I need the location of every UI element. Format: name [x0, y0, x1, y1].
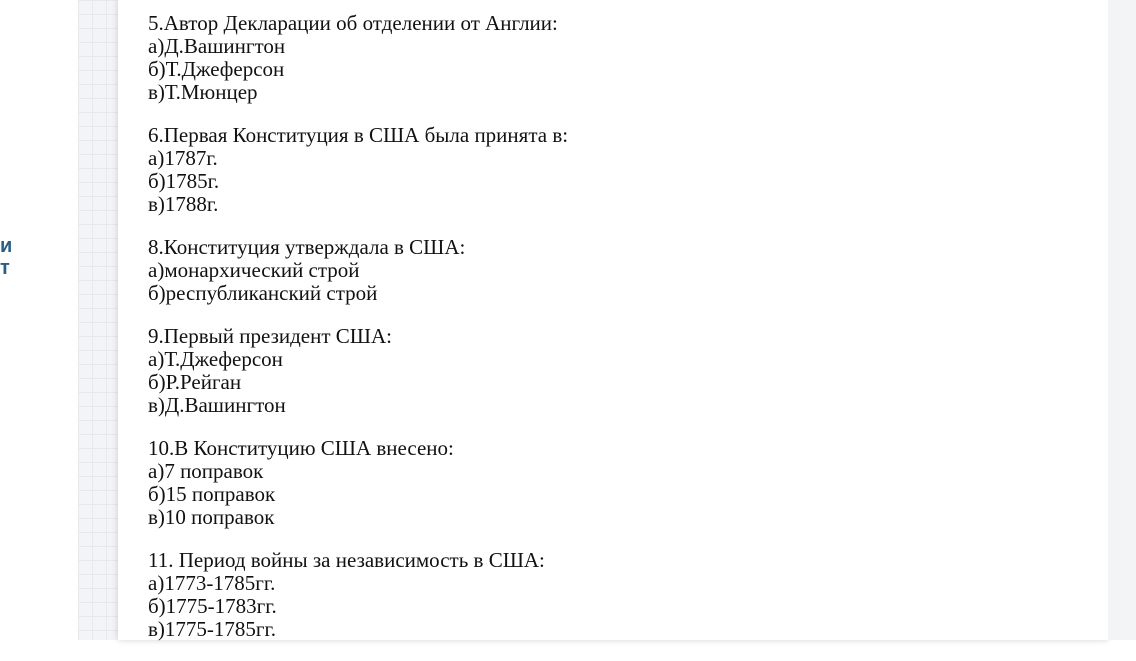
answer-option: а)1773-1785гг.: [148, 571, 276, 595]
question-title: 8.Конституция утверждала в США:: [148, 235, 466, 259]
question-block: [148, 549, 1088, 641]
answer-option: б)1775-1783гг.: [148, 594, 277, 618]
answer-option: в)1775-1785гг.: [148, 617, 277, 641]
question-title: 6.Первая Конституция в США была принята в:: [148, 123, 569, 147]
answer-option: б)15 поправок: [148, 482, 276, 506]
question-block: [148, 437, 1088, 529]
left-panel: [0, 0, 78, 640]
question-block: [148, 236, 1088, 305]
answer-option: б)Р.Рейган: [148, 370, 242, 394]
left-panel-text-fragment: т: [0, 257, 10, 279]
question-block: [148, 325, 1088, 417]
document-page[interactable]: [118, 0, 1108, 640]
answer-option: а)1787г.: [148, 146, 218, 170]
question-block: [148, 12, 1088, 104]
question-title: 10.В Конституцию США внесено:: [148, 436, 454, 460]
answer-option: а)монархический строй: [148, 258, 360, 282]
document-background-right: [1108, 0, 1136, 640]
answer-option: в)Т.Мюнцер: [148, 80, 258, 104]
answer-option: а)Д.Вашингтон: [148, 34, 286, 58]
answer-option: в)1788г.: [148, 192, 219, 216]
quiz-content: [148, 12, 1088, 661]
question-title: 5.Автор Декларации об отделении от Англии:: [148, 11, 558, 35]
answer-option: а)7 поправок: [148, 459, 264, 483]
question-title: 9.Первый президент США:: [148, 324, 392, 348]
answer-option: а)Т.Джеферсон: [148, 347, 283, 371]
answer-option: в)10 поправок: [148, 505, 275, 529]
question-block: [148, 124, 1088, 216]
answer-option: б)республиканский строй: [148, 281, 378, 305]
left-panel-text-fragment: и: [0, 235, 13, 257]
answer-option: в)Д.Вашингтон: [148, 393, 286, 417]
answer-option: б)Т.Джеферсон: [148, 57, 285, 81]
answer-option: б)1785г.: [148, 169, 220, 193]
question-title: 11. Период войны за независимость в США:: [148, 548, 545, 572]
